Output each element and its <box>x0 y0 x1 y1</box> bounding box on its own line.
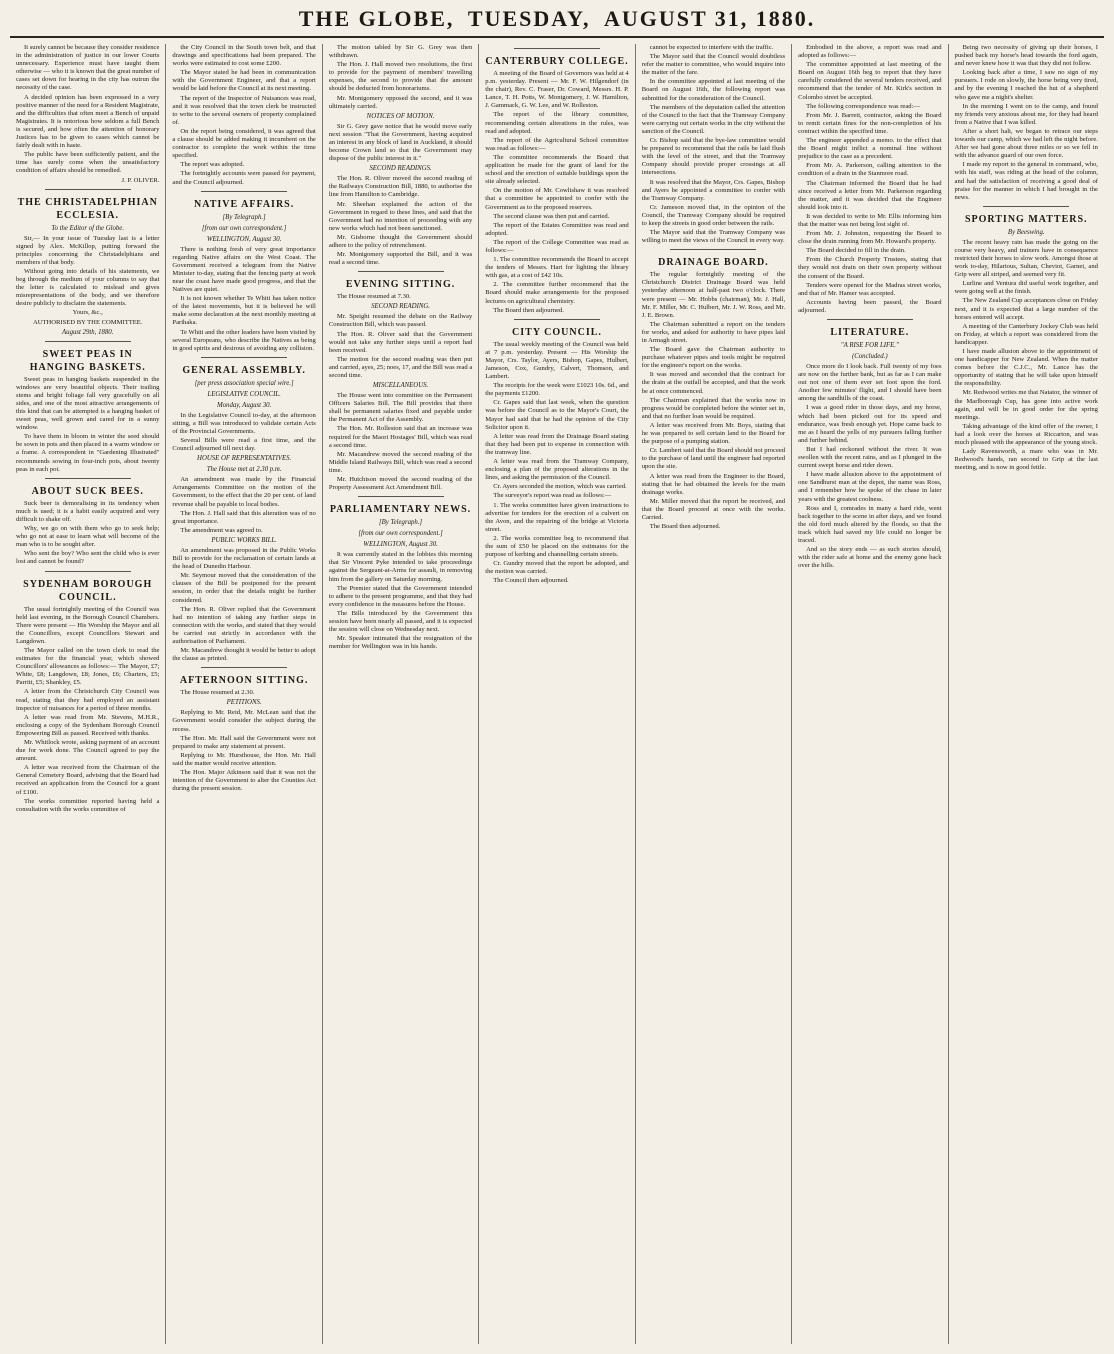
article-paragraph: I have made allusion above to the appointment of one handicapper for New Zealand. When the matter comes before the C.J.C., Mr. Lance has the opportunity of stating that he will take upon himself the responsibility. <box>954 348 1098 388</box>
article-paragraph: The Council then adjourned. <box>493 577 569 585</box>
article-paragraph: The report was adopted. <box>180 161 245 169</box>
article-paragraph: Cr. Gundry moved that the report be adopted, and the motion was carried. <box>485 560 629 576</box>
article-paragraph: Cr. Jameson moved that, in the opinion of the Council, the Tramway Company should be required to keep the streets in good order between the rails. <box>641 203 786 227</box>
article-paragraph: From Mr. J. Johnston, requesting the Board to close the drain running from Mr. Howard's property. <box>798 230 942 246</box>
article-paragraph: The usual fortnightly meeting of the Council was held last evening, in the Borough Council Chambers. There were present — His Worship the Mayor and all the Councillors, except Councillors Stewart and Langdown. <box>16 605 160 645</box>
article-subheading: To the Editor of the Globe. <box>51 224 125 232</box>
article-paragraph: 2. The committee further recommend that the Board should make arrangements for the proposed lectures on agricultural chemistry. <box>485 281 629 305</box>
article-paragraph: The New Zealand Cup acceptances close on Friday next, and it is expected that a large number of the horses entered will accept. <box>954 297 1098 321</box>
article-subheading: Monday, August 30. <box>217 401 272 409</box>
article-paragraph: A letter was received from Mr. Boys, stating that he was prepared to sell certain land to the Board for the purpose of a pumping station. <box>641 421 786 446</box>
article-paragraph: Mr. Macandrew thought it would be better to adopt the clause as printed. <box>172 647 316 663</box>
article-paragraph: The motion tabled by Sir G. Grey was then withdrawn. <box>328 44 473 60</box>
article-paragraph: I made my report to the general in command, who, with his staff, was riding at the head of the column, and had the satisfaction of receiving a good deal of praise for the manner in which I had brought in the news. <box>954 161 1098 201</box>
column-7 <box>948 44 1104 1344</box>
section-divider <box>358 271 444 272</box>
section-divider <box>201 667 287 668</box>
article-paragraph: Lurline and Ventura did useful work together, and were going well at the finish. <box>954 280 1098 296</box>
article-paragraph: Taking advantage of the kind offer of the owner, I had a look over the horses at Riccarton, and was much pleased with the appearance of the young stock. <box>954 422 1098 447</box>
article-paragraph: Sir G. Grey gave notice that he would move early next session "That the Government, having acquired an interest in any block of land in Auckland, it should become Crown land so that the Government may dispose of the public interest in it." <box>328 122 473 163</box>
article-paragraph: Mr. Miller moved that the report be received, and that the Board proceed at once with the works. Carried. <box>641 497 786 521</box>
article-paragraph: The Hon. Major Atkinson said that it was not the intention of the Government to alter the Counties Act during the present session. <box>172 769 316 793</box>
article-paragraph: The report of the College Committee was read as follows:— <box>485 238 629 254</box>
article-heading: PARLIAMENTARY NEWS. <box>329 504 472 516</box>
column-5 <box>635 44 791 1344</box>
article-subheading: NOTICES OF MOTION. <box>366 112 435 120</box>
article-paragraph: To have them in bloom in winter the seed should be sown in pots and then placed in a warm window or a frame. A correspondent in "Gardening Illustrated" recommends sowing in four-inch pots, about twenty peas in each pot. <box>16 433 160 473</box>
article-paragraph: Several Bills were read a first time, and the Council adjourned till next day. <box>172 437 316 453</box>
article-paragraph: The Premier stated that the Government intended to adhere to the present programme, and that they had every confidence in the measures before the House. <box>328 584 473 608</box>
article-paragraph: The works committee reported having held a consultation with the works committee of <box>16 797 160 813</box>
article-paragraph: A letter was received from the Chairman of the General Cemetery Board, advising that the Board had received an application from the Council for a grant of £100. <box>16 764 160 796</box>
article-heading: GENERAL ASSEMBLY. <box>182 364 306 376</box>
article-subheading: By Beeswing. <box>1007 228 1045 236</box>
article-subheading: MISCELLANEOUS. <box>372 382 429 390</box>
article-subheading: PUBLIC WORKS BILL. <box>211 536 277 544</box>
article-paragraph: Mr. Macandrew moved the second reading of the Middle Island Railways Bill, which was read a second time. <box>328 450 473 474</box>
section-divider <box>201 191 287 192</box>
article-paragraph: 2. The works committee beg to recommend that the sum of £50 be placed on the estimates for the purpose of kerbing and channelling certain streets. <box>485 534 629 559</box>
section-divider <box>358 496 444 497</box>
article-paragraph: The Mayor said that the Tramway Company was willing to meet the views of the Council in every way. <box>641 229 786 245</box>
article-subheading: WELLINGTON, August 30. <box>363 541 438 549</box>
article-paragraph: Embodied in the above, a report was read and adopted as follows:— <box>798 44 942 60</box>
article-paragraph: A meeting of the Board of Governors was held at 4 p.m. yesterday. Present — Mr. F. W. Hilgendorf (in the chair), Rev. C. Fraser, Dr. Coward, Messrs. H. P. Lance, T. H. Potts, W. Montgomery, J. W. Hamilton, J. Gammack, G. W. Lee, and W. Rolleston. <box>485 70 629 110</box>
article-heading: NATIVE AFFAIRS. <box>194 198 295 210</box>
article-paragraph: The receipts for the week were £1023 10s. 6d., and the payments £1200. <box>485 382 629 398</box>
article-paragraph: The motion for the second reading was then put and carried, ayes, 25; noes, 17, and the Bill was read a second time. <box>328 355 473 379</box>
article-paragraph: Te Whiti and the other leaders have been visited by several Europeans, who describe the Natives as being in good spirits and desirous of avoiding any collision. <box>172 328 316 352</box>
article-paragraph: A letter was read from the Engineer to the Board, stating that he had obtained the levels for the main drainage works. <box>641 472 786 496</box>
article-paragraph: Replying to Mr. Reid, Mr. McLean said that the Government would consider the subject during the recess. <box>172 709 316 733</box>
article-paragraph: The Board then adjourned. <box>649 523 721 531</box>
article-paragraph: A letter from the Christchurch City Council was read, stating that they had employed an assistant inspector of nuisances for a period of three months. <box>16 688 160 712</box>
article-paragraph: The Board gave the Chairman authority to purchase whatever pipes and tools might be required for the engineer's report on the works. <box>641 346 786 370</box>
section-divider <box>45 189 131 190</box>
article-subheading: "A RISE FOR LIFE." <box>840 342 899 349</box>
article-paragraph: The Chairman submitted a report on the tenders for works, and asked for authority to have pipes laid in Armagh street. <box>641 320 786 344</box>
article-paragraph: Replying to Mr. Hursthouse, the Hon. Mr. Hall said the matter would receive attention. <box>172 751 316 767</box>
article-paragraph: The Chairman informed the Board that he had since received a letter from Mr. Parkerson regarding the matter, and it was decided that the Engineer should look into it. <box>798 179 942 211</box>
article-paragraph: The fortnightly accounts were passed for payment, and the Council adjourned. <box>172 170 316 186</box>
column-1 <box>10 44 165 1344</box>
article-paragraph: Mr. Speaker intimated that the resignation of the member for Wellington was in his hands. <box>328 635 473 651</box>
article-paragraph: The second clause was then put and carried. <box>493 212 610 220</box>
article-paragraph: In the morning I went on to the camp, and found my friends very anxious about me, for they had heard from a Native that I was killed. <box>954 102 1098 126</box>
article-paragraph: Mr. Hutchison moved the second reading of the Property Assessment Act Amendment Bill. <box>328 476 473 492</box>
article-heading: CANTERBURY COLLEGE. <box>485 56 629 67</box>
article-paragraph: The Hon. R. Oliver moved the second reading of the Railways Construction Bill, 1880, to authorise the line from Hamilton to Cambridge. <box>328 175 473 199</box>
article-paragraph: In the Legislative Council to-day, at the afternoon sitting, a Bill was introduced to validate certain Acts of the Provincial Governments. <box>172 411 316 435</box>
article-paragraph: A decided opinion has been expressed in a very positive manner of the need for a Resident Magistrate, and the difficulties that often meet a Bench of unpaid Magistrates. It is notorious how seldom a full Bench is secured, and how often the attention of honorary Justices has to be given to cases which cannot be fairly dealt with in haste. <box>16 93 160 150</box>
article-subheading: [from our own correspondent.] <box>201 224 287 232</box>
article-paragraph: A meeting of the Canterbury Jockey Club was held on Friday, at which a report was considered from the handicapper. <box>954 322 1098 346</box>
article-paragraph: The report of the Inspector of Nuisances was read, and it was resolved that the town clerk be instructed to write to the several owners of property complained of. <box>172 94 316 126</box>
article-paragraph: The Hon. R. Oliver said that the Government would not take any further steps until a report had been received. <box>328 330 473 354</box>
article-paragraph: The regular fortnightly meeting of the Christchurch District Drainage Board was held yesterday afternoon at half-past two o'clock. There were present — Mr. Hobbs (chairman), Mr. J. Hall, Mr. F. Miller, Mr. C. Hulbert, Mr. J. W. Ross, and Mr. J. E. Brown. <box>641 271 786 319</box>
article-paragraph: And so the story ends — as such stories should, with the rider safe at home and the enemy gone back over the hills. <box>798 546 942 570</box>
article-subheading: [per press association special wire.] <box>194 379 294 387</box>
article-paragraph: 1. The committee recommends the Board to accept the tenders of Messrs. Hart for lighting the library with gas, at a cost of £42 10s. <box>485 256 629 280</box>
section-divider <box>827 319 913 320</box>
article-paragraph: The Hon. Mr. Hall said the Government were not prepared to make any statement at present. <box>172 734 316 750</box>
article-paragraph: The Bills introduced by the Government this session have been nearly all passed, and it is expected the session will close on Wednesday next. <box>328 609 473 634</box>
article-heading: DRAINAGE BOARD. <box>658 257 769 269</box>
article-heading: ABOUT SUCK BEES. <box>31 485 144 497</box>
article-subheading: HOUSE OF REPRESENTATIVES. <box>197 455 292 463</box>
article-heading: CITY COUNCIL. <box>512 326 602 338</box>
article-paragraph: It was decided to write to Mr. Ellis informing him that the matter was not being lost sight of. <box>798 212 942 228</box>
article-paragraph: The Board then adjourned. <box>493 306 564 314</box>
article-paragraph: It was currently stated in the lobbies this morning that Sir Vincent Pyke intended to take proceedings against the Sergeant-at-Arms for assault, in removing him from the gallery on Saturday morning. <box>328 551 473 583</box>
article-paragraph: The report of the Agricultural School committee was read as follows:— <box>485 136 629 152</box>
article-heading: SWEET PEAS IN HANGING BASKETS. <box>29 348 146 373</box>
article-paragraph: Mr. Montgomery supported the Bill, and it was read a second time. <box>328 251 473 267</box>
letter-signature: J. P. OLIVER. <box>121 176 160 184</box>
article-paragraph: In the committee appointed at last meeting of the Board on August 16th, the following report was submitted for the consideration of the Council. <box>641 78 786 102</box>
section-divider <box>45 478 131 479</box>
columns-container <box>10 44 1104 1344</box>
column-3 <box>322 44 478 1344</box>
article-heading: SYDENHAM BOROUGH COUNCIL. <box>23 578 153 603</box>
article-paragraph: The Hon. Mr. Rolleston said that an increase was required for the Maori Hostages' Bill, which was read a second time. <box>328 425 473 449</box>
article-paragraph: The usual weekly meeting of the Council was held at 7 p.m. yesterday. Present — His Worship the Mayor, Crs. Taylor, Ayers, Bishop, Gapes, Hulbert, Jameson, Cox, Gundry, Calvert, Thomson, and Lambert. <box>485 340 629 381</box>
article-paragraph: The members of the deputation called the attention of the Council to the fact that the Tramway Company were carrying out certain works in the city without the sanction of the Council. <box>641 103 786 135</box>
article-subheading: SECOND READINGS. <box>369 165 432 173</box>
article-paragraph: Sweet peas in hanging baskets suspended in the windows are very beautiful objects. Their trailing stems and bright foliage fall very gracefully on all sides, and one of the most attractive arrangements of this kind that can be attempted is a hanging basket of sweet peas, well grown and cared for in a sunny window. <box>16 375 160 432</box>
article-paragraph: A letter was read from Mr. Stevens, M.H.R., enclosing a copy of the Sydenham Borough Council Empowering Bill as passed. Received with thanks. <box>16 713 160 737</box>
masthead <box>10 6 1104 38</box>
article-paragraph: Lady Ravensworth, a mare who was in Mr. Redwood's hands, ran second to Grip at the last meeting, and is now in good fettle. <box>954 448 1098 472</box>
article-subheading: WELLINGTON, August 30. <box>206 235 282 243</box>
article-paragraph: The committee recommends the Board that application be made for the grant of land for the school and the erection of suitable buildings upon the site already selected. <box>485 153 629 186</box>
article-subheading: PETITIONS. <box>226 699 262 707</box>
article-paragraph: Cr. Lambert said that the Board should not proceed to the purchase of land until the engineer had reported upon the site. <box>641 447 786 471</box>
article-paragraph: The House went into committee on the Permanent Officers Salaries Bill. The Bill provides that there shall be permanent salaries fixed and payable under the Permanent Act of the Assembly. <box>328 392 473 424</box>
article-paragraph: There is nothing fresh of very great importance regarding Native affairs on the West Coast. The Government received a telegram from the Native Minister to-day, stating that the fencing party at work near the coast have made good progress, and that the Natives are quiet. <box>172 245 316 294</box>
article-paragraph: On the motion of Mr. Cowlishaw it was resolved that a committee be appointed to confer with the Government as to the proposed reserves. <box>485 187 629 211</box>
article-paragraph: The report of the library committee, recommending certain alterations in the rules, was read and adopted. <box>485 111 629 135</box>
letter-signoff: AUTHORISED BY THE COMMITTEE. <box>32 318 143 326</box>
section-divider <box>201 357 287 358</box>
article-paragraph: A letter was read from the Tramway Company, enclosing a plan of the proposed alterations in the lines, and asking the permission of the Council. <box>485 458 629 482</box>
article-paragraph: Looking back after a time, I saw no sign of my pursuers. I rode on slowly, the horse being very tired, and by the evening I reached the hut of a shepherd who gave me a night's shelter. <box>954 69 1098 101</box>
letter-signoff: Yours, &c., <box>72 309 103 317</box>
article-paragraph: Who sent the boy? Who sent the child who is ever lost and cannot be found? <box>16 550 160 566</box>
article-paragraph: The Hon. J. Hall moved two resolutions, the first to provide for the payment of members' travelling expenses, the second to provide that the amount should be deducted from honorariums. <box>328 61 473 93</box>
article-paragraph: Why, we go on with them who go to seek help; who go not at ease to learn what will become of the man who is to be sought after. <box>16 525 160 549</box>
article-paragraph: It was resolved that the Mayor, Crs. Gapes, Bishop and Ayers be appointed a committee to confer with the Tramway Company. <box>641 178 786 202</box>
article-paragraph: Being two necessity of giving up their horses, I pushed back my horse's head towards the ford again, and never knew how it was that they did not follow. <box>954 44 1098 68</box>
article-paragraph: An amendment was proposed in the Public Works Bill to provide for the reclamation of certain lands at the head of Dunedin Harbour. <box>172 546 316 571</box>
article-paragraph: Mr. Gisborne thought the Government should adhere to the policy of retrenchment. <box>328 233 473 249</box>
article-heading: LITERATURE. <box>830 327 910 338</box>
article-paragraph: I have made allusion above to the appointment of one Sandhurst man at the depot, the name was Ross, and I remember how he spoke of the chase in later years with the greatest coolness. <box>798 471 942 503</box>
article-paragraph: The Chairman explained that the works now in progress would be completed before the winter set in, and that no further loan would be required. <box>641 396 786 420</box>
masthead-date: AUGUST 31, 1880. <box>604 6 816 31</box>
article-paragraph: The public have been sufficiently patient, and the time has surely come when the unsatisfactory condition of affairs should be remedied. <box>16 151 160 175</box>
article-paragraph: Sir,— In your issue of Tuesday last is a letter signed by Alex. McKillop, putting forward the principles concerning the Christadelphians and members of that body. <box>16 234 160 266</box>
article-paragraph: From Mr. A. Parkerson, calling attention to the condition of a drain in the Stanmore road. <box>798 162 942 178</box>
article-paragraph: It is not known whether Te Whiti has taken notice of the latest movements, but it is believed he will make some declaration at the next monthly meeting at Parihaka. <box>172 295 316 327</box>
article-subheading: SECOND READING. <box>371 303 430 311</box>
article-paragraph: Without going into details of his statements, we beg through the medium of your columns to say that the letter is calculated to mislead and gives misrepresentations of the body, and we therefore desire publicly to disclaim the statements. <box>16 267 160 308</box>
article-paragraph: Ross and I, comrades in many a hard ride, went back together to the scene in after days, and we found the old ford much altered by the floods, so that the track which had saved my life could no longer be traced. <box>798 504 942 544</box>
article-paragraph: Once more do I look back. Full twenty of my foes are now on the further bank, but as far as I can make out not one of them ever set foot upon the ford. Another few minutes' flight, and I should have been among the sandhills of the coast. <box>798 363 942 403</box>
section-divider <box>670 249 756 250</box>
section-divider <box>45 571 131 572</box>
article-paragraph: Tenders were opened for the Madras street works, and that of Mr. Hamer was accepted. <box>798 281 942 297</box>
article-paragraph: Mr. Speight resumed the debate on the Railway Construction Bill, which was passed. <box>328 313 473 329</box>
masthead-day: TUESDAY, <box>467 6 591 31</box>
article-paragraph: 1. The works committee have given instructions to advertise for tenders for the erection of a culvert on the Avon, and the repairing of the bridge at Victoria street. <box>485 501 629 533</box>
article-paragraph: I was a good rider in those days, and my horse, which had been picked out for its speed and endurance, was fresh enough yet. Hope came back to me as I heard the yells of my pursuers falling further and further behind. <box>798 404 942 444</box>
article-paragraph: The House resumed at 2.30. <box>180 689 255 697</box>
article-heading: THE CHRISTADELPHIAN ECCLESIA. <box>17 196 158 221</box>
article-paragraph: The House resumed at 7.30. <box>336 293 411 301</box>
column-4 <box>478 44 634 1344</box>
column-6 <box>791 44 947 1344</box>
section-divider <box>45 341 131 342</box>
article-paragraph: The Hon. J. Hall said that this alteration was of no great importance. <box>172 509 316 525</box>
article-paragraph: The recent heavy rain has made the going on the course very heavy, and trainers have in consequence restricted their horses to slow work. Amongst those at work to-day, Hilarious, Sultan, Cheviot, Garnet, and Grip were all striped, and seemed very fit. <box>954 238 1098 279</box>
section-divider <box>983 206 1069 207</box>
article-paragraph: The Mayor said that the Council would doubtless refer the matter to committee, who would inquire into the matter of the fare. <box>641 53 786 77</box>
article-paragraph: the City Council in the South town belt, and that drawings and specifications had been prepared. The works were estimated to cost some £200. <box>172 44 316 68</box>
article-paragraph: The Board decided to fill in the drain. <box>806 247 906 255</box>
article-subheading: [from our own correspondent.] <box>358 530 443 538</box>
article-paragraph: The engineer appended a memo. to the effect that the Board might inflict a nominal fine without prejudice to the case as a precedent. <box>798 137 942 161</box>
article-heading: EVENING SITTING. <box>345 279 456 291</box>
article-paragraph: From the Church Property Trustees, stating that they would not drain on their own property without the consent of the Board. <box>798 256 942 280</box>
article-paragraph: Mr. Whitlock wrote, asking payment of an account due for work done. The Council agreed to pay the amount. <box>16 739 160 763</box>
article-subheading: [By Telegraph.] <box>378 519 423 527</box>
article-paragraph: Cr. Ayers seconded the motion, which was carried. <box>493 483 627 491</box>
article-subheading: (Concluded.) <box>851 353 888 360</box>
article-paragraph: It surely cannot be because they consider residence in the administration of justice in our lower Courts unnecessary. Experience must have taught them otherwise — who it is known that the great number of cases set down for hearing in the city has outrun the necessity of the case. <box>16 44 160 92</box>
article-paragraph: After a short halt, we began to retrace our steps towards our camp, which we had left the night before. After we had gone about three miles or so we fell in with the advance guard of our own force. <box>954 127 1098 160</box>
article-paragraph: The Mayor stated he had been in communication with the Government Engineer, and that a report would be laid before the Council at its next meeting. <box>172 69 316 93</box>
article-subheading: [By Telegraph.] <box>222 213 266 221</box>
article-paragraph: Mr. Montgomery opposed the second, and it was ultimately carried. <box>328 94 473 110</box>
article-paragraph: The committee appointed at last meeting of the Board on August 16th beg to report that they have carefully considered the several tenders received, and recommend that the tender of Mr. Kirk's section in Colombo street be accepted. <box>798 61 942 101</box>
article-paragraph: Mr. Sheehan explained the action of the Government in regard to these lines, and said that the Government had no intention of proceeding with any new works which had not been sanctioned. <box>328 200 473 232</box>
article-paragraph: cannot be expected to interfere with the traffic. <box>649 44 774 51</box>
article-heading: AFTERNOON SITTING. <box>179 675 309 687</box>
article-subheading: LEGISLATIVE COUNCIL. <box>207 390 281 398</box>
article-paragraph: On the report being considered, it was agreed that a clause should be added making it incumbent on the contractor to complete the work within the time specified. <box>172 127 316 160</box>
article-paragraph: The Mayor called on the town clerk to read the estimates for the financial year, which showed Councillors' allowances as follows:— The Mayor, £7; White, £8; Langdown, £8; Jones, £6; Charters, £5; Parritt, £5; Shankley, £5. <box>16 646 160 687</box>
article-paragraph: Suck beer is demoralising in its tendency when much is used; it is a habit easily acquired and very difficult to shake off. <box>16 499 160 523</box>
article-paragraph: A letter was read from the Drainage Board stating that they had been put to expense in connection with the tramway line. <box>485 432 629 456</box>
article-paragraph: The following correspondence was read:— <box>806 102 920 110</box>
article-paragraph: Cr. Bishop said that the bye-law committee would be prepared to recommend that the rails be laid flush with the level of the street, and that the Tramway Company should provide proper crossings at all intersections. <box>641 137 786 177</box>
article-paragraph: Accounts having been passed, the Board adjourned. <box>798 298 942 314</box>
section-divider <box>514 319 600 320</box>
article-paragraph: Mr. Redwood writes me that Natator, the winner of the Marlborough Cup, has gone into active work again, and will be in good order for the spring meetings. <box>954 389 1098 421</box>
masthead-paper-name: THE GLOBE, <box>298 6 455 31</box>
section-divider <box>514 48 600 49</box>
article-paragraph: The Hon. R. Oliver replied that the Government had no intention of taking any further steps in connection with the works, and stated that they would be carried out strictly in accordance with the authorisation of Parliament. <box>172 605 316 645</box>
article-paragraph: From Mr. J. Barrett, contractor, asking the Board to remit certain fines for the non-completion of his contract within the specified time. <box>798 111 942 135</box>
article-subheading: The House met at 2.30 p.m. <box>206 466 282 474</box>
article-subheading: August 29th, 1880. <box>62 328 114 336</box>
article-paragraph: Cr. Gapes said that last week, when the question was before the Council as to the Mayor's Court, the Mayor had said that he had the opinion of the City Solicitor upon it. <box>485 399 629 431</box>
article-heading: SPORTING MATTERS. <box>964 213 1088 225</box>
article-paragraph: Mr. Seymour moved that the consideration of the clauses of the Bill be postponed for the present session, in order that the details might be further considered. <box>172 572 316 604</box>
column-2 <box>165 44 321 1344</box>
article-paragraph: But I had reckoned without the river. It was swollen with the recent rains, and as I plunged in the current swept horse and rider down. <box>798 445 942 470</box>
article-paragraph: The surveyor's report was read as follows:— <box>493 492 612 500</box>
article-paragraph: It was moved and seconded that the contract for the drain at the outfall be accepted, and that the work be at once commenced. <box>641 371 786 395</box>
article-paragraph: An amendment was made by the Financial Arrangements Committee on the motion of the Government, to the effect that the 20 per cent. of land revenue shall be payable to local bodies. <box>172 476 316 508</box>
article-paragraph: The report of the Estates Committee was read and adopted. <box>485 221 629 237</box>
article-paragraph: The amendment was agreed to. <box>180 526 263 534</box>
